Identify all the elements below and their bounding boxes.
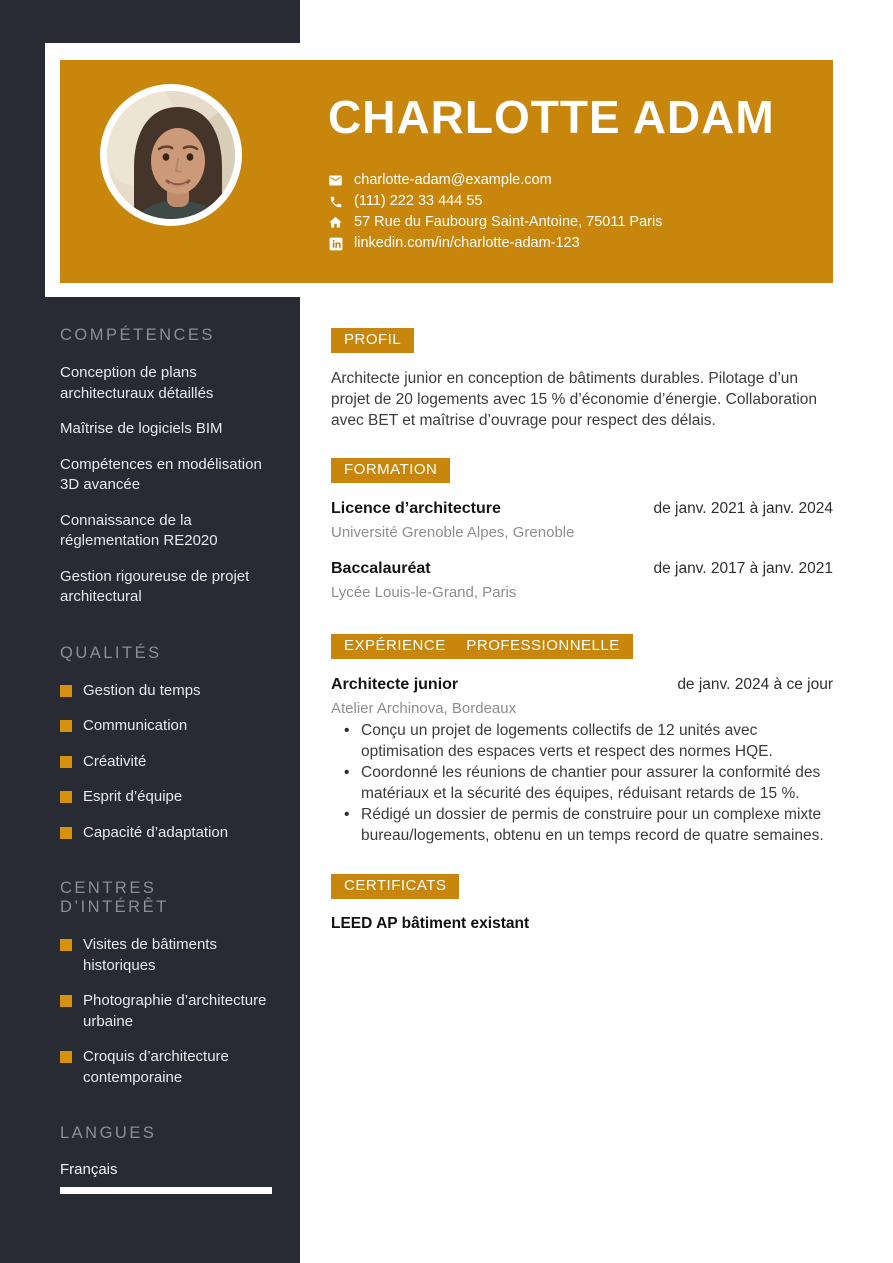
skill-item: Conception de plans architecturaux détaillés <box>60 364 214 402</box>
contact-phone-text: (111) 222 33 444 55 <box>354 193 483 209</box>
degree-dates: de janv. 2021 à janv. 2024 <box>653 500 833 517</box>
quality-label: Créativité <box>83 752 147 770</box>
experience-bullet-list <box>331 720 833 846</box>
experience-bullet: • Coordonné les réunions de chantier pour assurer la conformité des matériaux et la sécurité des équipes, réduisant retards de 15 %. <box>331 762 833 804</box>
interest-item <box>60 935 272 976</box>
quality-item <box>60 787 272 808</box>
degree-dates: de janv. 2017 à janv. 2021 <box>653 560 833 577</box>
square-bullet-icon <box>60 791 72 803</box>
section-langues <box>60 1124 272 1194</box>
section-formation <box>331 458 833 603</box>
square-bullet-icon <box>60 995 72 1007</box>
formation-entry-head <box>331 498 833 520</box>
quality-item <box>60 716 272 737</box>
profile-photo <box>100 84 242 226</box>
contact-address <box>328 212 824 233</box>
company-name: Atelier Archinova, Bordeaux <box>331 700 517 717</box>
competences-title: COMPÉTENCES <box>60 326 215 344</box>
experience-entry-head <box>331 674 833 696</box>
quality-label: Gestion du temps <box>83 681 201 699</box>
square-bullet-icon <box>60 685 72 697</box>
experience-bullet: • Rédigé un dossier de permis de construire pour un complexe mixte bureau/logements, obtenu en un temps record de quatre semaines. <box>331 804 833 846</box>
quality-item <box>60 823 272 844</box>
quality-item <box>60 681 272 702</box>
formation-entry-head <box>331 558 833 580</box>
section-competences <box>60 326 272 608</box>
header-banner <box>60 60 833 283</box>
quality-label: Capacité d’adaptation <box>83 823 229 841</box>
page-title: CHARLOTTE ADAM <box>328 91 775 143</box>
quality-item <box>60 752 272 773</box>
school-name: Université Grenoble Alpes, Grenoble <box>331 524 575 541</box>
interest-item <box>60 991 272 1032</box>
qualites-title: QUALITÉS <box>60 643 162 662</box>
linkedin-icon <box>328 236 343 251</box>
section-qualites <box>60 644 272 844</box>
section-profil <box>331 328 833 431</box>
experience-bullet: • Conçu un projet de logements collectifs de 12 unités avec optimisation des espaces verts et respect des normes HQE. <box>331 720 833 762</box>
contact-list <box>328 170 824 254</box>
contact-phone <box>328 191 824 212</box>
degree-title: Licence d’architecture <box>331 500 501 517</box>
contact-linkedin-text: linkedin.com/in/charlotte-adam-123 <box>354 235 580 251</box>
phone-icon <box>328 194 343 209</box>
contact-linkedin[interactable] <box>328 233 824 254</box>
experience-section-badge: EXPÉRIENCE PROFESSIONNELLE <box>331 634 633 659</box>
interest-label: Croquis d’architecture contemporaine <box>83 1048 229 1086</box>
skill-item: Maîtrise de logiciels BIM <box>60 420 223 437</box>
header-text <box>328 90 824 254</box>
langues-title: LANGUES <box>60 1124 157 1142</box>
section-certificats <box>331 874 833 933</box>
formation-section-badge: FORMATION <box>331 458 450 483</box>
quality-label: Esprit d’équipe <box>83 788 183 805</box>
formation-entry <box>331 498 833 543</box>
contact-email-text: charlotte-adam@example.com <box>354 172 552 188</box>
skill-item: Connaissance de la réglementation RE2020 <box>60 511 218 549</box>
square-bullet-icon <box>60 756 72 768</box>
language-name: Français <box>60 1161 118 1178</box>
skill-item: Compétences en modélisation 3D avancée <box>60 455 262 493</box>
profil-section-badge: PROFIL <box>331 328 414 353</box>
home-icon <box>328 215 343 230</box>
interets-title: CENTRES D’INTÉRÊT <box>60 879 169 916</box>
interest-label: Visites de bâtiments historiques <box>83 936 217 974</box>
main-content <box>331 328 833 933</box>
certificats-section-badge: CERTIFICATS <box>331 874 459 899</box>
section-experience <box>331 634 833 846</box>
school-name: Lycée Louis-le-Grand, Paris <box>331 584 517 601</box>
quality-label: Communication <box>83 717 188 734</box>
square-bullet-icon <box>60 939 72 951</box>
square-bullet-icon <box>60 1051 72 1063</box>
square-bullet-icon <box>60 827 72 839</box>
square-bullet-icon <box>60 720 72 732</box>
language-level-fill <box>60 1187 272 1194</box>
interest-item <box>60 1047 272 1088</box>
contact-address-text: 57 Rue du Faubourg Saint-Antoine, 75011 Paris <box>354 214 663 230</box>
email-icon <box>328 173 343 188</box>
role-title: Architecte junior <box>331 676 459 693</box>
sidebar-content <box>60 326 272 1194</box>
certificate-item: LEED AP bâtiment existant <box>331 915 530 932</box>
formation-entry <box>331 558 833 603</box>
degree-title: Baccalauréat <box>331 560 431 577</box>
role-dates: de janv. 2024 à ce jour <box>677 676 833 693</box>
section-interets <box>60 879 272 1088</box>
experience-entry <box>331 674 833 846</box>
profile-photo-illustration <box>107 91 242 226</box>
contact-email[interactable] <box>328 170 824 191</box>
interest-label: Photographie d’architecture urbaine <box>83 992 267 1030</box>
profil-text: Architecte junior en conception de bâtiments durables. Pilotage d’un projet de 20 logements avec 15 % d’économie d’énergie. Collaboration avec BET et maîtrise d’ouvrage pour respect des délais. <box>331 370 817 429</box>
header-card <box>45 43 848 297</box>
language-level-bar <box>60 1187 272 1194</box>
skill-item: Gestion rigoureuse de projet architectural <box>60 567 250 605</box>
